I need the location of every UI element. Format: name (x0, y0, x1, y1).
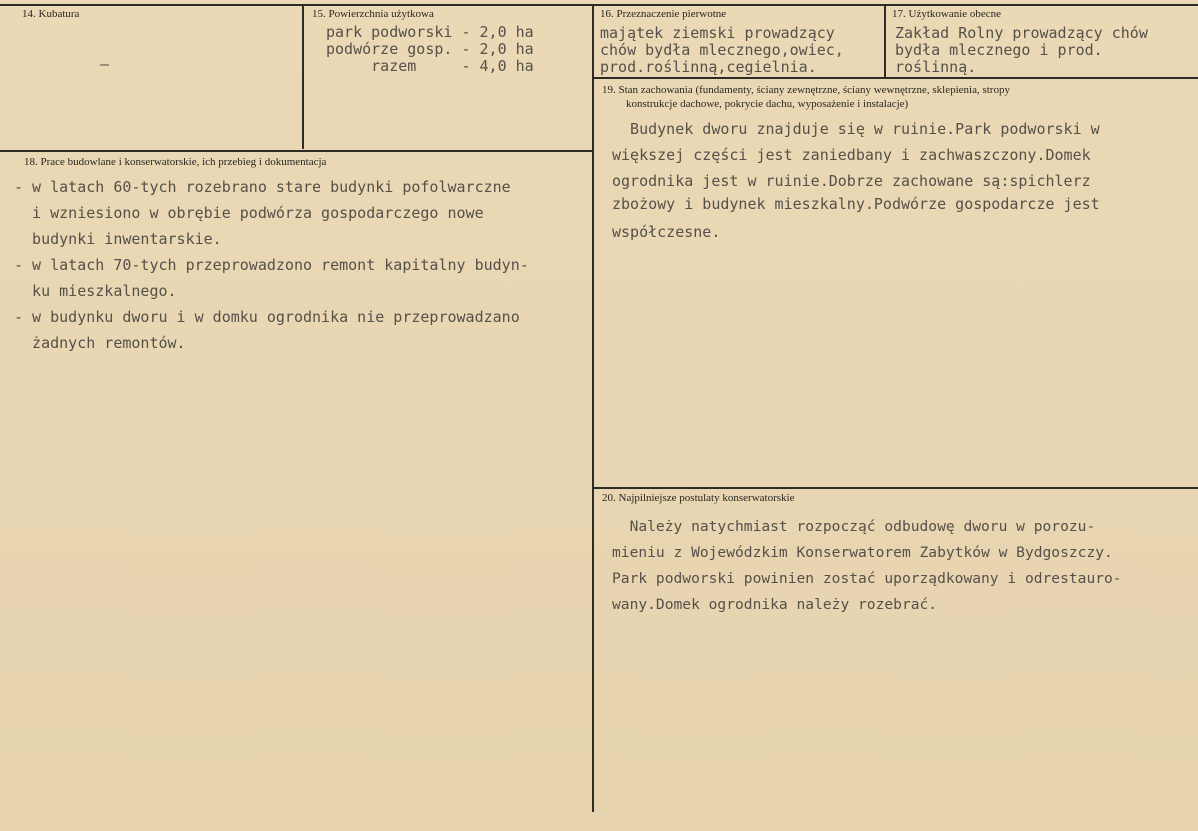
rule-under-14-15 (0, 150, 594, 152)
section-16-label: 16. Przeznaczenie pierwotne (600, 8, 727, 20)
section-17-line: Zakład Rolny prowadzący chów (895, 24, 1148, 42)
section-19-line: ogrodnika jest w ruinie.Dobrze zachowane są:spichlerz (612, 172, 1091, 190)
rule-under-16-17 (592, 77, 1198, 79)
section-19-label-cont: konstrukcje dachowe, pokrycie dachu, wyposażenie i instalacje) (626, 98, 909, 110)
section-19-line: większej części jest zaniedbany i zachwaszczony.Domek (612, 146, 1091, 164)
section-19-label: 19. Stan zachowania (fundamenty, ściany zewnętrzne, ściany wewnętrzne, sklepienia, stropy (602, 84, 1010, 96)
section-18-line: żadnych remontów. (14, 334, 186, 352)
rule-above-20 (592, 487, 1198, 489)
section-20-label: 20. Najpilniejsze postulaty konserwatorskie (602, 492, 795, 504)
section-16-line: majątek ziemski prowadzący (600, 24, 835, 42)
section-14-label: 14. Kubatura (22, 8, 80, 20)
section-20-line: Park podworski powinien zostać uporządkowany i odrestauro- (612, 570, 1122, 587)
section-18-line: - w latach 60-tych rozebrano stare budynki pofolwarczne (14, 178, 511, 196)
section-17-line: roślinną. (895, 58, 977, 76)
divider-15-16 (592, 4, 594, 812)
section-16-line: prod.roślinną,cegielnia. (600, 58, 817, 76)
section-18-line: - w latach 70-tych przeprowadzono remont kapitalny budyn- (14, 256, 529, 274)
section-19-line: współczesne. (612, 223, 721, 241)
section-15-line: park podworski - 2,0 ha (326, 23, 534, 41)
section-17-line: bydła mlecznego i prod. (895, 41, 1103, 59)
section-15-line: razem - 4,0 ha (326, 57, 534, 75)
section-20-line: wany.Domek ogrodnika należy rozebrać. (612, 596, 938, 613)
section-18-line: i wzniesiono w obrębie podwórza gospodarczego nowe (14, 204, 484, 222)
section-18-label: 18. Prace budowlane i konserwatorskie, ich przebieg i dokumentacja (24, 156, 327, 168)
section-14-value: — (100, 55, 110, 73)
section-18-line: - w budynku dworu i w domku ogrodnika nie przeprowadzano (14, 308, 520, 326)
section-18-line: ku mieszkalnego. (14, 282, 177, 300)
section-15-label: 15. Powierzchnia użytkowa (312, 8, 434, 20)
section-19-line: zbożowy i budynek mieszkalny.Podwórze gospodarcze jest (612, 195, 1100, 213)
top-border (0, 4, 1198, 6)
section-15-line: podwórze gosp. - 2,0 ha (326, 40, 534, 58)
section-17-label: 17. Użytkowanie obecne (892, 8, 1002, 20)
section-18-line: budynki inwentarskie. (14, 230, 222, 248)
section-20-line: Należy natychmiast rozpocząć odbudowę dworu w porozu- (612, 518, 1096, 535)
section-20-line: mieniu z Wojewódzkim Konserwatorem Zabytków w Bydgoszczy. (612, 544, 1113, 561)
section-19-line: Budynek dworu znajduje się w ruinie.Park podworski w (612, 120, 1100, 138)
section-16-line: chów bydła mlecznego,owiec, (600, 41, 844, 59)
divider-16-17 (884, 4, 886, 77)
divider-14-15 (302, 4, 304, 149)
